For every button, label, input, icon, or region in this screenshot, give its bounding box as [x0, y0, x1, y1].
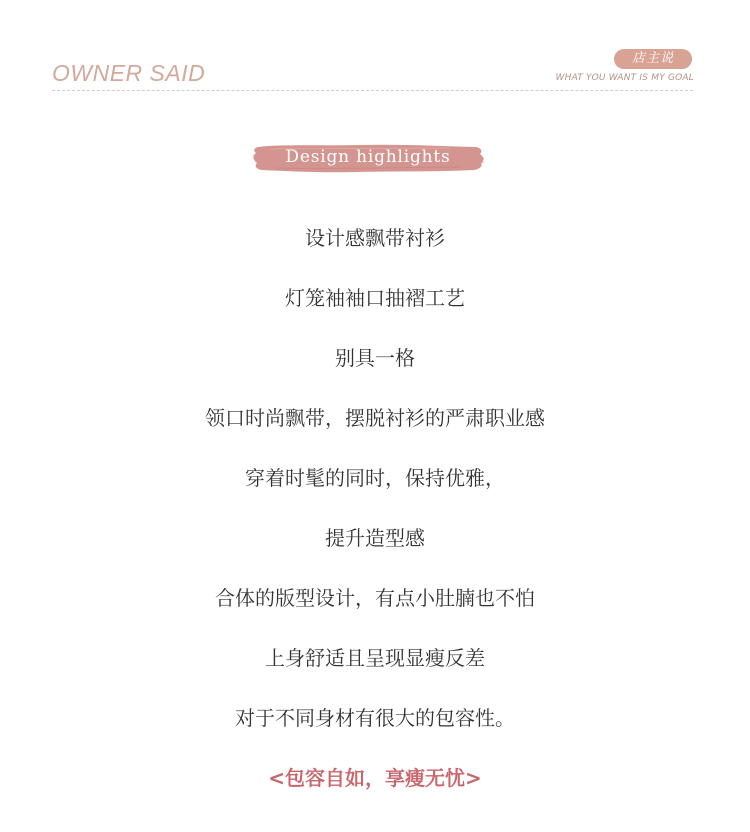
- section-label: Design highlights: [285, 147, 451, 167]
- description-line: 穿着时髦的同时，保持优雅，: [245, 466, 505, 490]
- description-line: 对于不同身材有很大的包容性。: [235, 706, 515, 730]
- slogan: WHAT YOU WANT IS MY GOAL: [555, 73, 694, 83]
- description-line: 领口时尚飘带，摆脱衬衫的严肃职业感: [205, 406, 545, 430]
- description-line: 合体的版型设计，有点小肚腩也不怕: [215, 586, 535, 610]
- description-line: 提升造型感: [325, 526, 425, 550]
- tagline: <包容自如，享瘦无忧>: [268, 766, 482, 790]
- description-line: 别具一格: [335, 346, 415, 370]
- owner-badge: 店主说: [614, 49, 692, 69]
- owner-said-title: OWNER SAID: [52, 60, 206, 86]
- design-highlights-banner: [250, 141, 486, 175]
- description-line: 设计感飘带衬衫: [305, 226, 445, 250]
- header: [0, 0, 750, 100]
- description-line: 上身舒适且呈现显瘦反差: [265, 646, 485, 670]
- dotted-divider: [52, 90, 693, 91]
- description-line: 灯笼袖袖口抽褶工艺: [285, 286, 465, 310]
